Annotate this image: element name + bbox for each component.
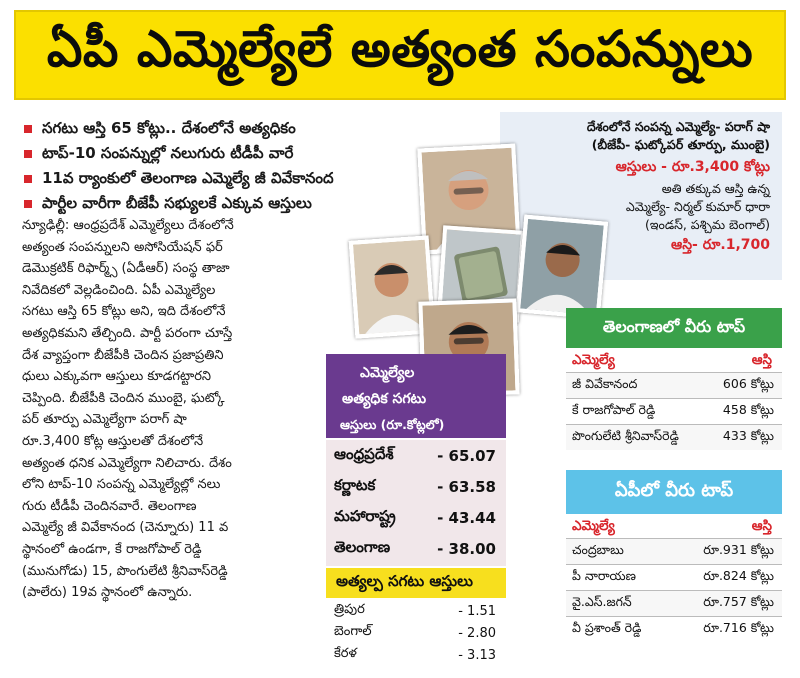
article-line: డెమొక్రటిక్ రిఫార్మ్స్ (ఏడీఆర్) సంస్థ తాజా xyxy=(22,261,230,277)
article-line: లోని టాప్-10 సంపన్న ఎమ్మెల్యేల్లో నలు xyxy=(22,477,221,493)
bullet-square-icon xyxy=(24,175,32,183)
table-header xyxy=(566,350,782,372)
state-value: - 63.58 xyxy=(437,477,496,496)
article-line: రూ.3,400 కోట్ల ఆస్తులతో దేశంలోనే xyxy=(22,433,204,449)
bullet-text: 11వ ర్యాంకులో తెలంగాణ ఎమ్మెల్యే జీ వివేకానంద xyxy=(42,169,334,187)
state-name: కర్ణాటక xyxy=(334,475,376,494)
article-line: స్థానంలో ఉండగా, కే రాజగోపాల్ రెడ్డి xyxy=(22,541,202,557)
state-value: - 43.44 xyxy=(437,508,496,527)
state-value: - 2.80 xyxy=(458,625,496,641)
avg-header-line: ఆస్తులు (రూ.కోట్లలో) xyxy=(340,417,445,432)
article-body xyxy=(22,215,324,604)
portrait-icon xyxy=(520,219,604,315)
article-line: (పాలేరు) 19వ స్థానంలో ఉన్నారు. xyxy=(22,585,193,601)
mla-name: వై.ఎస్.జగన్ xyxy=(572,594,632,609)
poorest-assets: ఆస్తి- రూ.1,700 xyxy=(671,237,770,253)
article-line: గురు టీడీపీ చెందినవారే. తెలంగాణ xyxy=(22,498,197,514)
state-name: తెలంగాణ xyxy=(334,537,391,556)
table-row xyxy=(326,622,506,644)
column-header: ఎమ్మెల్యే xyxy=(572,351,615,368)
table-row xyxy=(326,600,506,622)
table-row xyxy=(566,424,782,450)
table-row xyxy=(326,471,506,502)
mla-assets: రూ.757 కోట్లు xyxy=(703,594,774,609)
column-header: ఎమ్మెల్యే xyxy=(572,517,615,534)
mla-name: చంద్రబాబు xyxy=(572,542,624,557)
article-line: పర్ తూర్పు ఎమ్మెల్యేగా పరాగ్ షా xyxy=(22,412,187,428)
article-line: అత్యంత ధనిక ఎమ్మెల్యేగా నిలిచారు. దేశం xyxy=(22,455,232,471)
ap-top-table xyxy=(566,516,782,656)
state-name: త్రిపుర xyxy=(334,602,365,617)
table-row xyxy=(326,502,506,533)
avg-header-line: ఎమ్మెల్యేల xyxy=(360,365,415,381)
ap-top-header: ఏపీలో వీరు టాప్ xyxy=(566,470,782,514)
state-name: కేరళ xyxy=(334,646,357,661)
mla-assets: రూ.931 కోట్లు xyxy=(703,542,774,557)
table-row xyxy=(566,564,782,590)
state-value: - 1.51 xyxy=(458,603,496,619)
article-line: సగటు ఆస్తి 65 కోట్లు అని, ఇది దేశంలోనే xyxy=(22,304,226,320)
avg-header-line: అత్యధిక సగటు xyxy=(342,391,427,407)
lowest-assets-header: అత్యల్ప సగటు ఆస్తులు xyxy=(326,568,506,598)
article-line: నివేదికలో వెల్లడించింది. ఏపీ ఎమ్మెల్యేల xyxy=(22,282,216,298)
mla-assets: 433 కోట్లు xyxy=(722,428,774,443)
column-header: ఆస్తి xyxy=(751,517,772,534)
table-header xyxy=(566,516,782,538)
mla-assets: 606 కోట్లు xyxy=(722,376,774,391)
mla-assets: రూ.824 కోట్లు xyxy=(703,568,774,583)
bullet-square-icon xyxy=(24,125,32,133)
poorest-line: ఎమ్మెల్యే- నిర్మల్ కుమార్ ధారా xyxy=(625,199,770,214)
lowest-assets-table xyxy=(326,600,506,670)
bullet-text: సగటు ఆస్తి 65 కోట్లు.. దేశంలోనే అత్యధికం xyxy=(42,119,296,137)
article-line: న్యూఢిల్లీ: ఆంధ్రప్రదేశ్ ఎమ్మెల్యేలు దేశంలోనే xyxy=(22,218,234,233)
table-row xyxy=(566,538,782,564)
mla-name: పీ నారాయణ xyxy=(572,568,636,583)
state-name: బెంగాల్ xyxy=(334,624,372,639)
table-row xyxy=(566,372,782,398)
table-row xyxy=(326,644,506,666)
mla-assets: రూ.716 కోట్లు xyxy=(703,620,774,635)
poorest-line: (ఇండస్, పశ్చిమ బెంగాల్) xyxy=(645,217,770,232)
table-row xyxy=(566,590,782,616)
article-line: ఎమ్మెల్యే జీ వివేకానంద (చెన్నూరు) 11 వ xyxy=(22,520,229,536)
table-row xyxy=(566,398,782,424)
telangana-top-table xyxy=(566,350,782,462)
mla-name: పొంగులేటి శ్రీనివాస్‌రెడ్డి xyxy=(572,428,679,443)
mla-assets: 458 కోట్లు xyxy=(722,402,774,417)
column-header: ఆస్తి xyxy=(751,351,772,368)
bullet-text: పార్టీల వారీగా బీజేపీ సభ్యులకే ఎక్కువ ఆస్తులు xyxy=(42,194,312,212)
richest-assets: ఆస్తులు - రూ.3,400 కోట్లు xyxy=(615,159,770,175)
bullet-square-icon xyxy=(24,150,32,158)
article-line: అత్యంత సంపన్నులని అసోసియేషన్ ఫర్ xyxy=(22,239,223,255)
avg-assets-table xyxy=(326,440,506,566)
table-row xyxy=(326,440,506,471)
state-value: - 38.00 xyxy=(437,539,496,558)
table-row xyxy=(566,616,782,642)
richest-line: (బీజేపీ- ఘట్కోపర్ తూర్పు, ముంబై) xyxy=(591,137,770,152)
state-name: ఆంధ్రప్రదేశ్ xyxy=(334,444,394,463)
bullet-text: టాప్-10 సంపన్నుల్లో నలుగురు టీడీపీ వారే xyxy=(42,144,294,162)
article-line: ధులు ఎక్కువగా ఆస్తులు కూడగట్టారని xyxy=(22,369,212,385)
state-value: - 3.13 xyxy=(458,647,496,663)
richest-line: దేశంలోనే సంపన్న ఎమ్మెల్యే- పరాగ్ షా xyxy=(586,119,770,134)
headline-banner xyxy=(14,10,786,100)
state-name: మహారాష్ట్ర xyxy=(334,506,396,525)
article-line: (మునుగోడు) 15, పొంగులేటి శ్రీనివాస్‌రెడ్డి xyxy=(22,563,228,579)
portrait-photo-3 xyxy=(516,215,608,320)
bullet-item xyxy=(22,116,502,141)
mla-name: వీ ప్రశాంత్ రెడ్డి xyxy=(572,620,642,635)
article-line: చెప్పింది. బీజేపీకి చెందిన ముంబై, ఘట్కో xyxy=(22,390,225,406)
state-value: - 65.07 xyxy=(437,446,496,465)
article-line: అత్యధికమని తేల్చింది. పార్టీ పరంగా చూస్తే xyxy=(22,325,233,341)
mla-name: కే రాజగోపాల్ రెడ్డి xyxy=(572,402,656,417)
headline: ఏపీ ఎమ్మెల్యేలే అత్యంత సంపన్నులు xyxy=(46,19,754,78)
table-row xyxy=(326,533,506,564)
mla-name: జీ వివేకానంద xyxy=(572,376,638,391)
telangana-top-header: తెలంగాణలో వీరు టాప్ xyxy=(566,308,782,348)
article-line: దేశ వ్యాప్తంగా బీజేపీకి చెందిన ప్రజాప్రతిని xyxy=(22,347,224,363)
bullet-square-icon xyxy=(24,200,32,208)
avg-assets-header xyxy=(326,354,506,438)
poorest-line: అతి తక్కువ ఆస్తి ఉన్న xyxy=(661,181,770,196)
